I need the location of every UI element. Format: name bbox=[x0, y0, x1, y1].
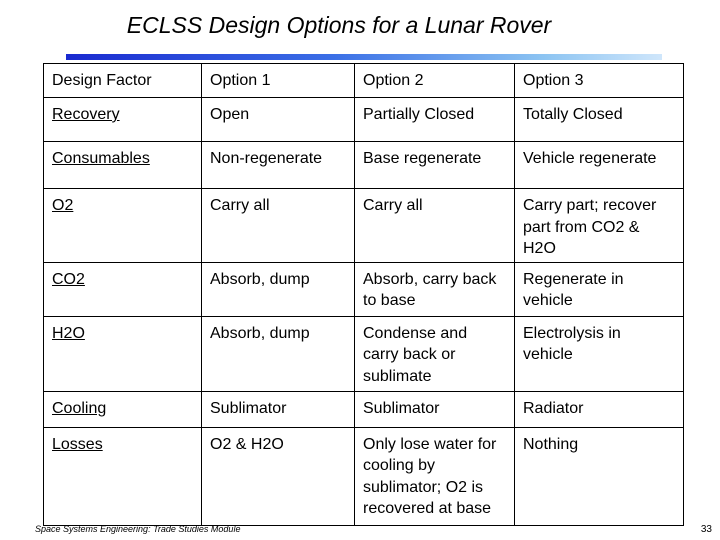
table-header-row bbox=[44, 64, 684, 98]
table-cell: Sublimator bbox=[202, 391, 355, 427]
row-label: H2O bbox=[44, 316, 202, 391]
table-row bbox=[44, 262, 684, 316]
table-cell: Electrolysis in vehicle bbox=[515, 316, 684, 391]
table-cell: Carry part; recover part from CO2 & H2O bbox=[515, 189, 684, 263]
table-cell: Absorb, dump bbox=[202, 316, 355, 391]
header-cell: Option 2 bbox=[355, 64, 515, 98]
design-options-table bbox=[43, 63, 684, 526]
table-cell: O2 & H2O bbox=[202, 427, 355, 525]
row-label: Cooling bbox=[44, 391, 202, 427]
row-label: Recovery bbox=[44, 98, 202, 142]
table-row bbox=[44, 391, 684, 427]
table-cell: Carry all bbox=[355, 189, 515, 263]
table-cell: Open bbox=[202, 98, 355, 142]
table-cell: Only lose water for cooling by sublimator; O2 is recovered at base bbox=[355, 427, 515, 525]
table-row bbox=[44, 427, 684, 525]
table-cell: Regenerate in vehicle bbox=[515, 262, 684, 316]
table-cell: Absorb, carry back to base bbox=[355, 262, 515, 316]
row-label: Losses bbox=[44, 427, 202, 525]
table-row bbox=[44, 98, 684, 142]
slide-title: ECLSS Design Options for a Lunar Rover bbox=[126, 12, 552, 38]
table-cell: Partially Closed bbox=[355, 98, 515, 142]
title-underline-bar bbox=[66, 54, 662, 60]
table-cell: Totally Closed bbox=[515, 98, 684, 142]
page-number: 33 bbox=[700, 524, 712, 535]
table-row bbox=[44, 189, 684, 263]
table-cell: Base regenerate bbox=[355, 142, 515, 189]
table-row bbox=[44, 142, 684, 189]
table-cell: Condense and carry back or sublimate bbox=[355, 316, 515, 391]
table-cell: Radiator bbox=[515, 391, 684, 427]
header-cell: Option 1 bbox=[202, 64, 355, 98]
header-cell: Option 3 bbox=[515, 64, 684, 98]
row-label: O2 bbox=[44, 189, 202, 263]
table-cell: Absorb, dump bbox=[202, 262, 355, 316]
footer-module-name: Space Systems Engineering: Trade Studies Module bbox=[35, 524, 241, 534]
table-cell: Carry all bbox=[202, 189, 355, 263]
table-row bbox=[44, 316, 684, 391]
table-cell: Non-regenerate bbox=[202, 142, 355, 189]
row-label: CO2 bbox=[44, 262, 202, 316]
table-cell: Sublimator bbox=[355, 391, 515, 427]
table-cell: Vehicle regenerate bbox=[515, 142, 684, 189]
table-cell: Nothing bbox=[515, 427, 684, 525]
header-cell: Design Factor bbox=[44, 64, 202, 98]
row-label: Consumables bbox=[44, 142, 202, 189]
